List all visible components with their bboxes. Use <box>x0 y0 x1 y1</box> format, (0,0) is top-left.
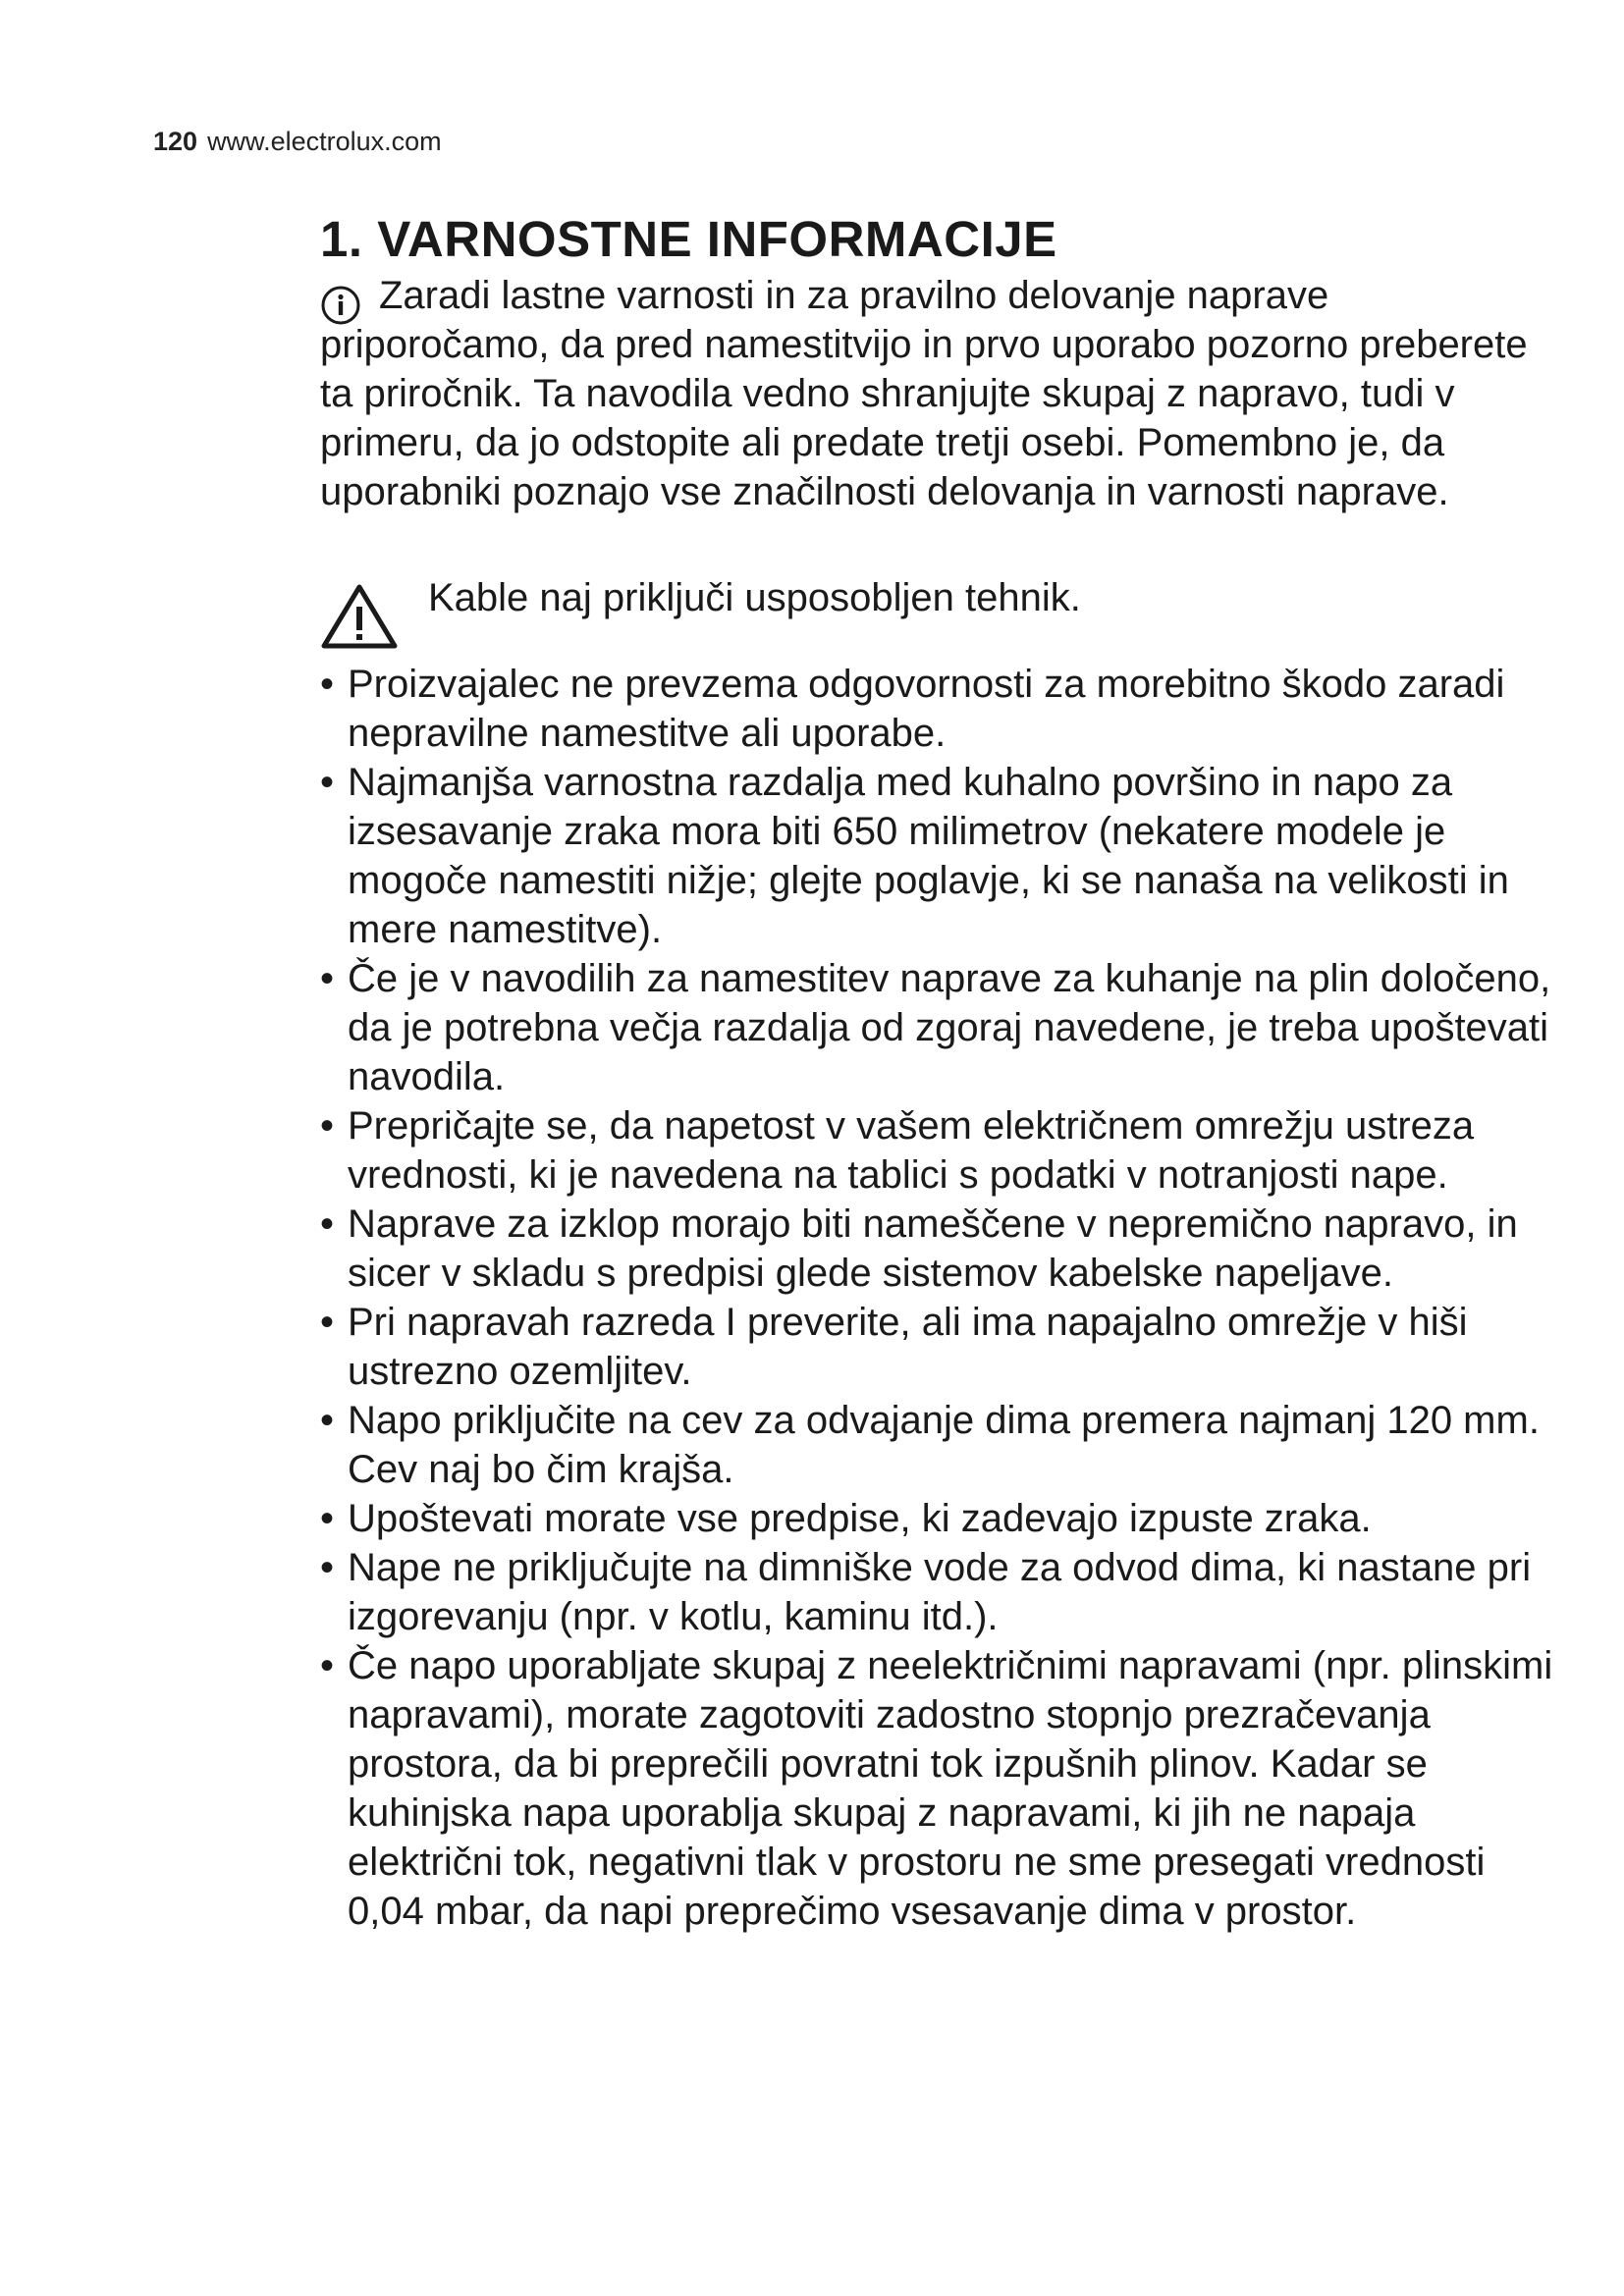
bullet-icon: • <box>320 957 335 1000</box>
list-item-text: Nape ne priključujte na dimniške vode za odvod dima, ki nastane pri izgorevanju (npr. v kotlu, kaminu itd.). <box>348 1546 1532 1638</box>
list-item-text: Napo priključite na cev za odvajanje dima premera najmanj 120 mm. Cev naj bo čim krajša. <box>348 1399 1540 1491</box>
section-title: 1. VARNOSTNE INFORMACIJE <box>320 211 1057 267</box>
warning-notice <box>320 573 1557 650</box>
bullet-icon: • <box>320 1546 335 1589</box>
warning-text: Kable naj priključi usposobljen tehnik. <box>428 576 1081 619</box>
list-item <box>320 1543 1557 1641</box>
list-item-text: Najmanjša varnostna razdalja med kuhalno površino in napo za izsesavanje zraka mora biti 650 milimetrov (nekatere modele je mogoče namestiti nižje; glejte poglavje, ki se nanaša na velikosti in mere namestitve). <box>348 761 1509 951</box>
bullet-icon: • <box>320 761 335 804</box>
list-item <box>320 1200 1557 1298</box>
list-item <box>320 1494 1557 1543</box>
info-icon <box>320 285 361 326</box>
bullet-icon: • <box>320 1497 335 1540</box>
list-item <box>320 1101 1557 1200</box>
list-item-text: Če je v navodilih za namestitev naprave za kuhanje na plin določeno, da je potrebna večja razdalja od zgoraj navedene, je treba upoštevati navodila. <box>348 957 1551 1098</box>
warning-triangle-icon <box>320 583 399 650</box>
list-item <box>320 1396 1557 1494</box>
bullet-icon: • <box>320 1399 335 1442</box>
list-item <box>320 660 1557 758</box>
list-item <box>320 1298 1557 1396</box>
bullet-icon: • <box>320 1644 335 1687</box>
list-item-text: Pri napravah razreda I preverite, ali ima napajalno omrežje v hiši ustrezno ozemljitev. <box>348 1301 1468 1393</box>
intro-paragraph <box>320 271 1557 516</box>
list-item <box>320 1641 1557 1936</box>
main-content <box>320 208 1557 1936</box>
list-item-text: Proizvajalec ne prevzema odgovornosti za morebitno škodo zaradi nepravilne namestitve ali uporabe. <box>348 663 1505 755</box>
list-item <box>320 758 1557 954</box>
bullet-icon: • <box>320 1202 335 1246</box>
list-item <box>320 954 1557 1101</box>
page-number: 120 <box>153 127 198 156</box>
list-item-text: Prepričajte se, da napetost v vašem električnem omrežju ustreza vrednosti, ki je navedena na tablici s podatki v notranjosti nape. <box>348 1104 1475 1197</box>
list-item-text: Če napo uporabljate skupaj z neelektričnimi napravami (npr. plinskimi napravami), morate zagotoviti zadostno stopnjo prezračevanja prostora, da bi preprečili povratni tok izpušnih plinov. Kadar se kuhinjska napa uporablja skupaj z napravami, ki jih ne napaja električni tok, negativni tlak v prostoru ne sme presegati vrednosti 0,04 mbar, da napi preprečimo vsesavanje dima v prostor. <box>348 1644 1553 1933</box>
intro-text: Zaradi lastne varnosti in za pravilno delovanje naprave priporočamo, da pred namestitvijo in prvo uporabo pozorno preberete ta priročnik. Ta navodila vedno shranjujte skupaj z napravo, tudi v primeru, da jo odstopite ali predate tretji osebi. Pomembno je, da uporabniki poznajo vse značilnosti delovanja in varnosti naprave. <box>320 274 1528 513</box>
list-item-text: Upoštevati morate vse predpise, ki zadevajo izpuste zraka. <box>348 1497 1372 1540</box>
bullet-icon: • <box>320 663 335 706</box>
page-header <box>153 126 442 157</box>
bullet-icon: • <box>320 1104 335 1148</box>
safety-list <box>320 660 1557 1936</box>
list-item-text: Naprave za izklop morajo biti nameščene v nepremično napravo, in sicer v skladu s predpisi glede sistemov kabelske napeljave. <box>348 1202 1518 1295</box>
bullet-icon: • <box>320 1301 335 1344</box>
website-link[interactable]: www.electrolux.com <box>207 127 442 156</box>
